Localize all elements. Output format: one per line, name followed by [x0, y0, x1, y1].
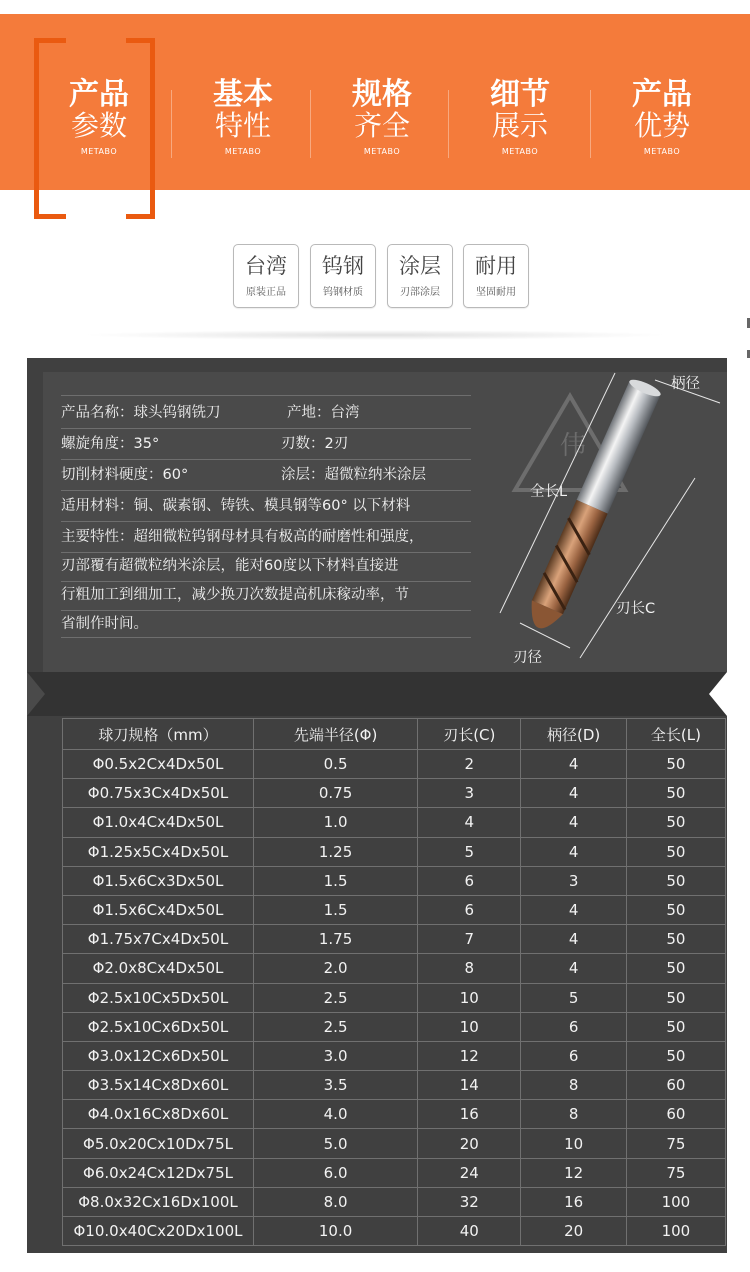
spec-divider [61, 552, 471, 553]
table-cell: 4 [521, 837, 626, 866]
table-cell: 1.75 [254, 925, 418, 954]
table-cell: 50 [626, 1041, 725, 1070]
table-cell: 50 [626, 837, 725, 866]
table-cell: 6 [418, 866, 521, 895]
table-cell: 50 [626, 866, 725, 895]
table-cell: 50 [626, 779, 725, 808]
table-row [63, 866, 726, 895]
feature-title: 耐用 [475, 254, 517, 278]
col-header-total-length: 全长(L) [626, 719, 725, 750]
table-cell: 6 [521, 1012, 626, 1041]
table-cell: 4 [521, 808, 626, 837]
table-cell: Φ1.75x7Cx4Dx50L [63, 925, 254, 954]
table-cell: 14 [418, 1071, 521, 1100]
table-cell: 3.5 [254, 1071, 418, 1100]
tab-separator [310, 90, 311, 158]
table-row [63, 925, 726, 954]
table-row [63, 1071, 726, 1100]
tab-title: 基本 [213, 77, 273, 112]
tab-basic-features[interactable] [174, 14, 312, 190]
table-cell: Φ1.5x6Cx4Dx50L [63, 895, 254, 924]
table-cell: Φ4.0x16Cx8Dx60L [63, 1100, 254, 1129]
watermark-text: 伟 [559, 431, 587, 461]
table-cell: 10 [418, 1012, 521, 1041]
table-body [63, 750, 726, 1246]
table-cell: 2.5 [254, 1012, 418, 1041]
table-cell: 50 [626, 895, 725, 924]
feature-caption: 钨钢材质 [323, 287, 363, 298]
tool-shank [577, 381, 661, 514]
label-shank-diameter: 柄径 [671, 376, 700, 392]
tab-subtitle: 优势 [633, 109, 690, 142]
table-cell: 20 [521, 1217, 626, 1246]
table-cell: 20 [418, 1129, 521, 1158]
table-cell: 16 [418, 1100, 521, 1129]
spec-helix-angle: 螺旋角度：35° [61, 436, 160, 452]
table-cell: Φ2.5x10Cx5Dx50L [63, 983, 254, 1012]
table-cell: 75 [626, 1129, 725, 1158]
feature-caption: 原装正品 [246, 287, 286, 298]
table-cell: 3.0 [254, 1041, 418, 1070]
table-cell: 1.25 [254, 837, 418, 866]
table-cell: 2 [418, 750, 521, 779]
section-divider [27, 672, 727, 716]
table-cell: 100 [626, 1187, 725, 1216]
table-cell: Φ2.5x10Cx6Dx50L [63, 1012, 254, 1041]
table-cell: Φ1.25x5Cx4Dx50L [63, 837, 254, 866]
table-cell: 6 [418, 895, 521, 924]
col-header-shank-diameter: 柄径(D) [521, 719, 626, 750]
table-cell: 4 [521, 779, 626, 808]
tab-title: 规格 [352, 77, 412, 112]
feature-badge-durable [463, 244, 529, 308]
feature-caption: 坚固耐用 [476, 287, 516, 298]
table-row [63, 983, 726, 1012]
feature-title: 台湾 [245, 254, 287, 278]
ball-end-mill-illustration [495, 368, 730, 668]
table-row [63, 1041, 726, 1070]
tab-subtitle: 展示 [491, 109, 548, 142]
table-cell: 3 [521, 866, 626, 895]
table-cell: 2.5 [254, 983, 418, 1012]
feature-badge-taiwan [233, 244, 299, 308]
table-row [63, 1100, 726, 1129]
tab-brand: METABO [224, 147, 262, 156]
table-cell: Φ3.5x14Cx8Dx60L [63, 1071, 254, 1100]
tab-detail-display[interactable] [451, 14, 589, 190]
badge-shadow [80, 330, 670, 340]
table-cell: 50 [626, 925, 725, 954]
table-cell: 5.0 [254, 1129, 418, 1158]
table-cell: 7 [418, 925, 521, 954]
table-cell: 16 [521, 1187, 626, 1216]
table-cell: 8 [521, 1100, 626, 1129]
tab-brand: METABO [501, 147, 539, 156]
tab-separator [590, 90, 591, 158]
table-row [63, 779, 726, 808]
spec-hardness: 切削材料硬度：60° [61, 467, 189, 483]
spec-divider [61, 459, 471, 460]
table-cell: 1.0 [254, 808, 418, 837]
table-cell: 8 [418, 954, 521, 983]
table-cell: Φ6.0x24Cx12Dx75L [63, 1158, 254, 1187]
tool-blade [532, 500, 608, 614]
spec-divider [61, 395, 471, 396]
spec-divider [61, 428, 471, 429]
tab-brand: METABO [643, 147, 681, 156]
feature-badge-coating [387, 244, 453, 308]
table-cell: 3 [418, 779, 521, 808]
spec-coating: 涂层：超微粒纳米涂层 [281, 467, 426, 483]
table-cell: Φ3.0x12Cx6Dx50L [63, 1041, 254, 1070]
table-cell: 10.0 [254, 1217, 418, 1246]
table-cell: 32 [418, 1187, 521, 1216]
table-cell: 1.5 [254, 866, 418, 895]
table-cell: Φ1.5x6Cx3Dx50L [63, 866, 254, 895]
spec-features-2: 刃部覆有超微粒纳米涂层，能对60度以下材料直接进 [61, 558, 399, 574]
table-row [63, 750, 726, 779]
table-cell: 4.0 [254, 1100, 418, 1129]
table-cell: 5 [521, 983, 626, 1012]
table-cell: Φ0.5x2Cx4Dx50L [63, 750, 254, 779]
label-blade-diameter: 刃径 [513, 650, 542, 666]
tab-title: 细节 [490, 77, 550, 112]
table-cell: 50 [626, 983, 725, 1012]
table-cell: 8.0 [254, 1187, 418, 1216]
col-header-tip-radius: 先端半径(Φ) [254, 719, 418, 750]
table-cell: 12 [418, 1041, 521, 1070]
spec-flutes: 刃数：2刃 [281, 436, 349, 452]
table-cell: 10 [521, 1129, 626, 1158]
col-header-spec: 球刀规格（mm） [63, 719, 254, 750]
tab-title: 产品 [69, 77, 129, 112]
table-cell: 4 [521, 925, 626, 954]
table-cell: 1.5 [254, 895, 418, 924]
spec-origin: 产地：台湾 [287, 405, 360, 421]
label-total-length: 全长L [530, 484, 568, 500]
table-cell: 4 [521, 954, 626, 983]
table-cell: 5 [418, 837, 521, 866]
tab-separator [171, 90, 172, 158]
table-cell: 50 [626, 808, 725, 837]
tab-product-advantages[interactable] [593, 14, 731, 190]
table-row [63, 1158, 726, 1187]
table-header-row [63, 719, 726, 750]
table-row [63, 808, 726, 837]
feature-caption: 刃部涂层 [400, 287, 440, 298]
table-cell: 10 [418, 983, 521, 1012]
table-cell: Φ1.0x4Cx4Dx50L [63, 808, 254, 837]
table-row [63, 1217, 726, 1246]
tab-separator [448, 90, 449, 158]
table-row [63, 895, 726, 924]
tab-subtitle: 特性 [214, 109, 271, 142]
table-cell: 6.0 [254, 1158, 418, 1187]
table-cell: 60 [626, 1100, 725, 1129]
tab-brand: METABO [80, 147, 118, 156]
table-cell: 40 [418, 1217, 521, 1246]
table-cell: 50 [626, 1012, 725, 1041]
table-cell: 12 [521, 1158, 626, 1187]
table-cell: 24 [418, 1158, 521, 1187]
tab-full-specs[interactable] [313, 14, 451, 190]
table-cell: Φ10.0x40Cx20Dx100L [63, 1217, 254, 1246]
table-row [63, 1187, 726, 1216]
table-cell: 100 [626, 1217, 725, 1246]
table-cell: 4 [521, 895, 626, 924]
table-cell: 50 [626, 954, 725, 983]
header-tabs [0, 14, 750, 190]
divider-notch-left [27, 672, 45, 716]
feature-badge-tungsten [310, 244, 376, 308]
spec-table [62, 718, 726, 1246]
table-cell: 75 [626, 1158, 725, 1187]
feature-title: 涂层 [399, 254, 441, 278]
table-cell: Φ8.0x32Cx16Dx100L [63, 1187, 254, 1216]
spec-divider [61, 637, 471, 638]
label-blade-length: 刃长C [616, 601, 656, 617]
table-cell: Φ0.75x3Cx4Dx50L [63, 779, 254, 808]
tab-brand: METABO [363, 147, 401, 156]
table-cell: Φ5.0x20Cx10Dx75L [63, 1129, 254, 1158]
table-cell: 8 [521, 1071, 626, 1100]
table-cell: 0.5 [254, 750, 418, 779]
spec-divider [61, 610, 471, 611]
table-row [63, 954, 726, 983]
table-cell: 4 [418, 808, 521, 837]
spec-divider [61, 490, 471, 491]
table-row [63, 837, 726, 866]
spec-materials: 适用材料：铜、碳素钢、铸铁、模具钢等60° 以下材料 [61, 498, 411, 514]
col-header-blade-length: 刃长(C) [418, 719, 521, 750]
table-cell: 4 [521, 750, 626, 779]
feature-title: 钨钢 [322, 254, 364, 278]
divider-notch-right [709, 672, 727, 716]
table-cell: 6 [521, 1041, 626, 1070]
table-cell: Φ2.0x8Cx4Dx50L [63, 954, 254, 983]
table-cell: 60 [626, 1071, 725, 1100]
table-cell: 0.75 [254, 779, 418, 808]
table-row [63, 1012, 726, 1041]
tab-subtitle: 参数 [70, 109, 127, 142]
tab-subtitle: 齐全 [353, 109, 410, 142]
table-cell: 2.0 [254, 954, 418, 983]
spec-divider [61, 521, 471, 522]
table-cell: 50 [626, 750, 725, 779]
spec-divider [61, 581, 471, 582]
spec-features-3: 行粗加工到细加工，减少换刀次数提高机床稼动率，节 [61, 587, 409, 603]
table-row [63, 1129, 726, 1158]
spec-product-name: 产品名称：球头钨钢铣刀 [61, 405, 221, 421]
spec-features-1: 主要特性：超细微粒钨钢母材具有极高的耐磨性和强度， [61, 529, 424, 545]
tab-title: 产品 [632, 77, 692, 112]
spec-features-4: 省制作时间。 [61, 616, 148, 632]
